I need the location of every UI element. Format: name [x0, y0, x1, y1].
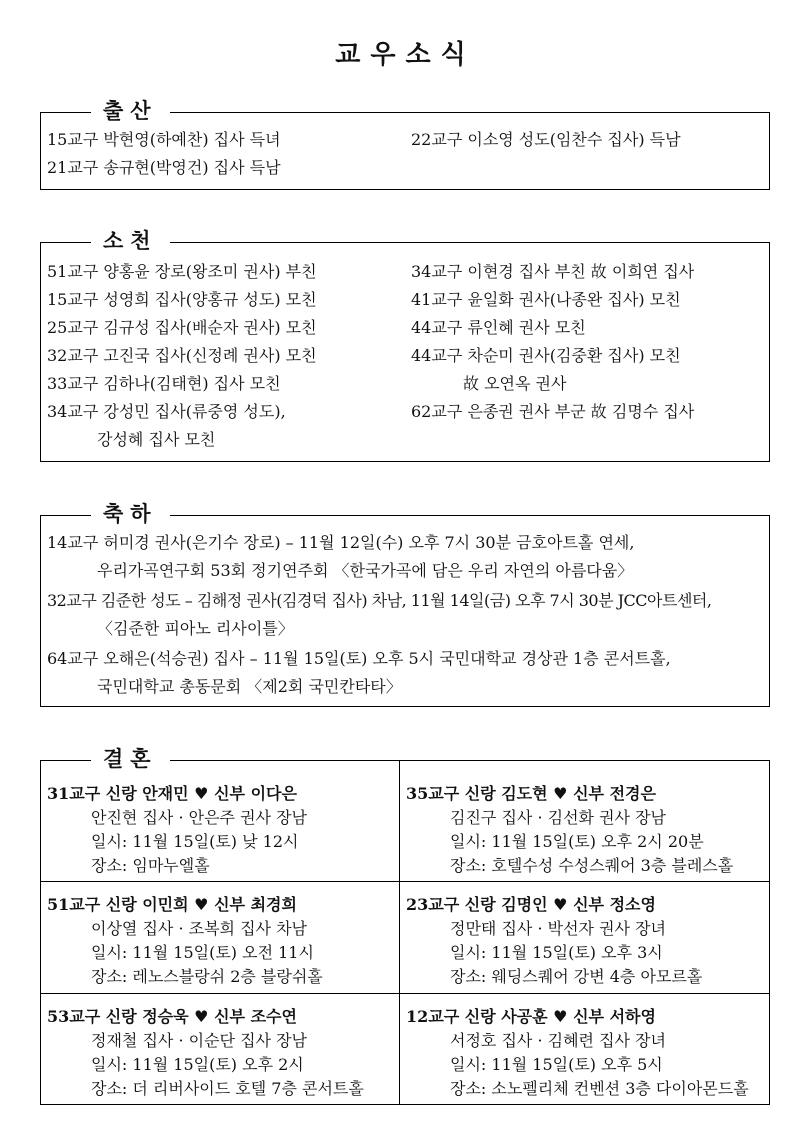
wedding-date: 일시: 11월 15일(토) 오후 2시: [91, 1055, 304, 1074]
death-item: 44교구 차순미 권사(김중환 집사) 모친: [411, 346, 681, 365]
wedding-divider: [41, 881, 769, 882]
wedding-parents: 정재철 집사 · 이순단 집사 장남: [91, 1031, 307, 1050]
congrats-line: 14교구 허미경 권사(은기수 장로) – 11월 12일(수) 오후 7시 30분 금호아트홀 연세,: [47, 533, 635, 552]
wedding-date: 일시: 11월 15일(토) 낮 12시: [91, 832, 299, 851]
page-title: 교우소식: [335, 40, 476, 70]
death-item: 25교구 김규성 집사(배순자 권사) 모친: [47, 318, 317, 337]
death-item: 33교구 김하나(김태현) 집사 모친: [47, 374, 281, 393]
wedding-parents: 서정호 집사 · 김혜련 집사 장녀: [450, 1031, 666, 1050]
wedding-date: 일시: 11월 15일(토) 오후 3시: [450, 943, 663, 962]
wedding-couple: 53교구 신랑 정승욱 ♥ 신부 조수연: [47, 1007, 297, 1026]
death-section: [40, 228, 770, 462]
wedding-couple: 31교구 신랑 안재민 ♥ 신부 이다은: [47, 784, 297, 803]
death-heading: 소천: [91, 227, 170, 255]
congrats-line: 〈김준한 피아노 리사이틀〉: [97, 619, 294, 638]
wedding-parents: 안진현 집사 · 안은주 권사 장남: [91, 808, 307, 827]
wedding-place: 장소: 호텔수성 수성스퀘어 3층 블레스홀: [450, 856, 734, 875]
death-item: 44교구 류인혜 권사 모친: [411, 318, 586, 337]
wedding-section: [40, 746, 770, 1105]
death-item: 32교구 고진국 집사(신정례 권사) 모친: [47, 346, 317, 365]
birth-section: [40, 98, 770, 190]
death-item: 강성혜 집사 모친: [97, 430, 216, 449]
wedding-divider: [41, 993, 769, 994]
birth-item: 22교구 이소영 성도(임찬수 집사) 득남: [411, 130, 681, 149]
wedding-couple: 35교구 신랑 김도현 ♥ 신부 전경은: [406, 784, 656, 803]
wedding-couple: 51교구 신랑 이민희 ♥ 신부 최경희: [47, 895, 297, 914]
birth-item: 15교구 박현영(하예찬) 집사 득녀: [47, 130, 281, 149]
wedding-place: 장소: 소노펠리체 컨벤션 3층 다이아몬드홀: [450, 1079, 749, 1098]
wedding-divider: [399, 761, 400, 1104]
death-item: 15교구 성영희 집사(양홍규 성도) 모친: [47, 290, 317, 309]
death-item: 51교구 양홍윤 장로(왕조미 권사) 부친: [47, 262, 317, 281]
birth-item: 21교구 송규현(박영건) 집사 득남: [47, 158, 281, 177]
wedding-couple: 23교구 신랑 김명인 ♥ 신부 정소영: [406, 895, 656, 914]
congrats-line: 64교구 오해은(석승권) 집사 – 11월 15일(토) 오후 5시 국민대학교 경상관 1층 콘서트홀,: [47, 649, 671, 668]
wedding-date: 일시: 11월 15일(토) 오후 2시 20분: [450, 832, 704, 851]
death-item: 34교구 강성민 집사(류중영 성도),: [47, 402, 286, 421]
wedding-place: 장소: 더 리버사이드 호텔 7층 콘서트홀: [91, 1079, 364, 1098]
congrats-heading: 축하: [91, 500, 170, 528]
congrats-line: 32교구 김준한 성도 – 김해정 권사(김경덕 집사) 차남, 11월 14일(금) 오후 7시 30분 JCC아트센터,: [47, 591, 712, 610]
birth-heading: 출산: [91, 97, 170, 125]
death-item: 41교구 윤일화 권사(나종완 집사) 모친: [411, 290, 681, 309]
wedding-place: 장소: 임마누엘홀: [91, 856, 210, 875]
wedding-date: 일시: 11월 15일(토) 오전 11시: [91, 943, 314, 962]
wedding-parents: 정만태 집사 · 박선자 권사 장녀: [450, 919, 666, 938]
wedding-place: 장소: 레노스블랑쉬 2층 블랑쉬홀: [91, 967, 323, 986]
wedding-couple: 12교구 신랑 사공훈 ♥ 신부 서하영: [406, 1007, 656, 1026]
death-item: 34교구 이현경 집사 부친 故 이희연 집사: [411, 262, 695, 281]
wedding-heading: 결혼: [91, 745, 170, 773]
death-item: 62교구 은종권 권사 부군 故 김명수 집사: [411, 402, 695, 421]
wedding-parents: 이상열 집사 · 조복희 집사 차남: [91, 919, 307, 938]
congrats-section: [40, 501, 770, 707]
death-item: 故 오연옥 권사: [463, 374, 567, 393]
wedding-parents: 김진구 집사 · 김선화 권사 장남: [450, 808, 666, 827]
wedding-date: 일시: 11월 15일(토) 오후 5시: [450, 1055, 663, 1074]
wedding-place: 장소: 웨딩스퀘어 강변 4층 아모르홀: [450, 967, 703, 986]
congrats-line: 국민대학교 총동문회 〈제2회 국민칸타타〉: [97, 677, 402, 696]
congrats-line: 우리가곡연구회 53회 정기연주회 〈한국가곡에 담은 우리 자연의 아름다움〉: [97, 561, 634, 580]
